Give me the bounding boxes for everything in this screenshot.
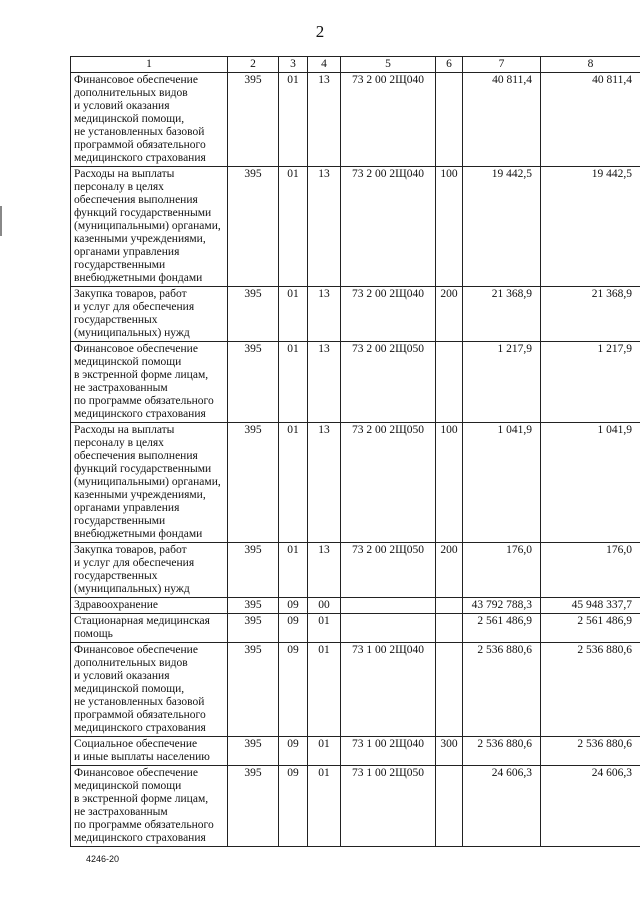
expense-type-cell: 100 bbox=[436, 167, 463, 287]
expense-type-cell: 300 bbox=[436, 737, 463, 766]
amount-year2-cell: 24 606,3 bbox=[541, 766, 640, 847]
table-row bbox=[71, 543, 640, 598]
subsection-code-cell: 01 bbox=[308, 614, 341, 643]
header-cell: 4 bbox=[308, 57, 341, 73]
row-name-cell bbox=[71, 737, 228, 766]
subsection-code-cell: 01 bbox=[308, 766, 341, 847]
row-name-line: органами управления bbox=[74, 246, 180, 258]
subsection-code-cell: 01 bbox=[308, 737, 341, 766]
row-name-line: Стационарная медицинская bbox=[74, 615, 210, 627]
header-cell: 6 bbox=[436, 57, 463, 73]
section-code-cell: 01 bbox=[279, 543, 308, 598]
page-number: 2 bbox=[315, 22, 325, 41]
target-article-cell bbox=[341, 598, 436, 614]
section-code-cell: 01 bbox=[279, 342, 308, 423]
ministry-code-cell: 395 bbox=[228, 423, 279, 543]
section-code-cell: 01 bbox=[279, 167, 308, 287]
target-article-cell: 73 1 00 2Щ040 bbox=[341, 737, 436, 766]
row-name-line: и услуг для обеспечения bbox=[74, 557, 195, 569]
amount-year2-cell: 2 561 486,9 bbox=[541, 614, 640, 643]
table-row bbox=[71, 287, 640, 342]
row-name-cell bbox=[71, 423, 228, 543]
amount-year2-cell: 19 442,5 bbox=[541, 167, 640, 287]
target-article-cell: 73 1 00 2Щ050 bbox=[341, 766, 436, 847]
row-name-line: и иные выплаты населению bbox=[74, 751, 210, 763]
expense-type-cell bbox=[436, 614, 463, 643]
row-name-line: медицинского страхования bbox=[74, 408, 206, 420]
row-name-line: государственными bbox=[74, 515, 166, 527]
document-code: 4246-20 bbox=[86, 854, 120, 864]
table-row bbox=[71, 737, 640, 766]
row-name-line: программой обязательного bbox=[74, 139, 206, 151]
table-row bbox=[71, 643, 640, 737]
section-code-cell: 09 bbox=[279, 614, 308, 643]
amount-year2-cell: 2 536 880,6 bbox=[541, 737, 640, 766]
table-row bbox=[71, 342, 640, 423]
row-name-cell bbox=[71, 614, 228, 643]
row-name-line: Социальное обеспечение bbox=[74, 738, 198, 750]
target-article-cell bbox=[341, 614, 436, 643]
expense-type-cell: 100 bbox=[436, 423, 463, 543]
row-name-line: (муниципальных) нужд bbox=[74, 327, 190, 339]
row-name-line: медицинского страхования bbox=[74, 722, 206, 734]
row-name-cell bbox=[71, 287, 228, 342]
amount-year1-cell: 40 811,4 bbox=[463, 73, 541, 167]
ministry-code-cell: 395 bbox=[228, 73, 279, 167]
row-name-line: внебюджетными фондами bbox=[74, 272, 203, 284]
scan-edge-mark bbox=[0, 206, 2, 236]
row-name-line: функций государственными bbox=[74, 463, 212, 475]
amount-year1-cell: 24 606,3 bbox=[463, 766, 541, 847]
table-row bbox=[71, 167, 640, 287]
expense-type-cell: 200 bbox=[436, 287, 463, 342]
header-cell: 2 bbox=[228, 57, 279, 73]
row-name-line: и услуг для обеспечения bbox=[74, 301, 195, 313]
amount-year2-cell: 176,0 bbox=[541, 543, 640, 598]
subsection-code-cell: 13 bbox=[308, 73, 341, 167]
amount-year2-cell: 2 536 880,6 bbox=[541, 643, 640, 737]
row-name-line: государственных bbox=[74, 570, 158, 582]
row-name-line: медицинского страхования bbox=[74, 152, 206, 164]
subsection-code-cell: 01 bbox=[308, 643, 341, 737]
row-name-line: помощь bbox=[74, 628, 113, 640]
table-row bbox=[71, 73, 640, 167]
target-article-cell: 73 1 00 2Щ040 bbox=[341, 643, 436, 737]
row-name-line: медицинской помощи bbox=[74, 780, 182, 792]
expense-type-cell bbox=[436, 598, 463, 614]
row-name-cell bbox=[71, 342, 228, 423]
ministry-code-cell: 395 bbox=[228, 543, 279, 598]
row-name-line: Финансовое обеспечение bbox=[74, 767, 198, 779]
amount-year1-cell: 2 536 880,6 bbox=[463, 643, 541, 737]
row-name-line: Финансовое обеспечение bbox=[74, 343, 198, 355]
section-code-cell: 09 bbox=[279, 643, 308, 737]
row-name-line: по программе обязательного bbox=[74, 819, 214, 831]
table-row bbox=[71, 423, 640, 543]
header-cell: 3 bbox=[279, 57, 308, 73]
table-row bbox=[71, 614, 640, 643]
row-name-line: Расходы на выплаты bbox=[74, 424, 175, 436]
expense-type-cell bbox=[436, 73, 463, 167]
row-name-line: не застрахованным bbox=[74, 806, 168, 818]
row-name-line: не установленных базовой bbox=[74, 696, 205, 708]
row-name-line: медицинской помощи, bbox=[74, 113, 185, 125]
header-cell: 1 bbox=[71, 57, 228, 73]
row-name-line: Финансовое обеспечение bbox=[74, 74, 198, 86]
section-code-cell: 09 bbox=[279, 598, 308, 614]
row-name-line: и условий оказания bbox=[74, 670, 170, 682]
amount-year1-cell: 1 041,9 bbox=[463, 423, 541, 543]
amount-year1-cell: 1 217,9 bbox=[463, 342, 541, 423]
row-name-line: (муниципальными) органами, bbox=[74, 220, 221, 232]
target-article-cell: 73 2 00 2Щ050 bbox=[341, 543, 436, 598]
section-code-cell: 01 bbox=[279, 423, 308, 543]
row-name-line: дополнительных видов bbox=[74, 657, 188, 669]
row-name-cell bbox=[71, 543, 228, 598]
row-name-line: персоналу в целях bbox=[74, 437, 164, 449]
amount-year1-cell: 2 561 486,9 bbox=[463, 614, 541, 643]
subsection-code-cell: 00 bbox=[308, 598, 341, 614]
amount-year1-cell: 2 536 880,6 bbox=[463, 737, 541, 766]
row-name-cell bbox=[71, 167, 228, 287]
row-name-line: функций государственными bbox=[74, 207, 212, 219]
row-name-line: органами управления bbox=[74, 502, 180, 514]
ministry-code-cell: 395 bbox=[228, 643, 279, 737]
row-name-line: медицинской помощи, bbox=[74, 683, 185, 695]
amount-year1-cell: 19 442,5 bbox=[463, 167, 541, 287]
amount-year2-cell: 45 948 337,7 bbox=[541, 598, 640, 614]
budget-table bbox=[70, 56, 640, 847]
expense-type-cell: 200 bbox=[436, 543, 463, 598]
target-article-cell: 73 2 00 2Щ050 bbox=[341, 423, 436, 543]
ministry-code-cell: 395 bbox=[228, 167, 279, 287]
row-name-line: не установленных базовой bbox=[74, 126, 205, 138]
expense-type-cell bbox=[436, 643, 463, 737]
row-name-line: в экстренной форме лицам, bbox=[74, 369, 209, 381]
row-name-line: (муниципальных) нужд bbox=[74, 583, 190, 595]
row-name-line: Здравоохранение bbox=[74, 599, 159, 611]
row-name-line: программой обязательного bbox=[74, 709, 206, 721]
target-article-cell: 73 2 00 2Щ040 bbox=[341, 73, 436, 167]
table-row bbox=[71, 598, 640, 614]
table-header-row bbox=[71, 57, 640, 73]
ministry-code-cell: 395 bbox=[228, 342, 279, 423]
target-article-cell: 73 2 00 2Щ040 bbox=[341, 287, 436, 342]
header-cell: 7 bbox=[463, 57, 541, 73]
amount-year2-cell: 40 811,4 bbox=[541, 73, 640, 167]
row-name-line: казенными учреждениями, bbox=[74, 233, 206, 245]
row-name-line: не застрахованным bbox=[74, 382, 168, 394]
row-name-line: государственных bbox=[74, 314, 158, 326]
row-name-cell bbox=[71, 73, 228, 167]
section-code-cell: 09 bbox=[279, 737, 308, 766]
row-name-line: в экстренной форме лицам, bbox=[74, 793, 209, 805]
row-name-line: казенными учреждениями, bbox=[74, 489, 206, 501]
section-code-cell: 01 bbox=[279, 287, 308, 342]
ministry-code-cell: 395 bbox=[228, 598, 279, 614]
row-name-line: дополнительных видов bbox=[74, 87, 188, 99]
row-name-cell bbox=[71, 643, 228, 737]
amount-year1-cell: 21 368,9 bbox=[463, 287, 541, 342]
ministry-code-cell: 395 bbox=[228, 287, 279, 342]
amount-year2-cell: 1 041,9 bbox=[541, 423, 640, 543]
row-name-line: Финансовое обеспечение bbox=[74, 644, 198, 656]
section-code-cell: 09 bbox=[279, 766, 308, 847]
header-cell: 8 bbox=[541, 57, 640, 73]
row-name-line: (муниципальными) органами, bbox=[74, 476, 221, 488]
row-name-cell bbox=[71, 766, 228, 847]
subsection-code-cell: 13 bbox=[308, 543, 341, 598]
subsection-code-cell: 13 bbox=[308, 287, 341, 342]
subsection-code-cell: 13 bbox=[308, 342, 341, 423]
target-article-cell: 73 2 00 2Щ050 bbox=[341, 342, 436, 423]
table-row bbox=[71, 766, 640, 847]
row-name-line: Закупка товаров, работ bbox=[74, 288, 187, 300]
row-name-line: и условий оказания bbox=[74, 100, 170, 112]
row-name-line: по программе обязательного bbox=[74, 395, 214, 407]
section-code-cell: 01 bbox=[279, 73, 308, 167]
row-name-line: персоналу в целях bbox=[74, 181, 164, 193]
row-name-line: Закупка товаров, работ bbox=[74, 544, 187, 556]
row-name-line: государственными bbox=[74, 259, 166, 271]
ministry-code-cell: 395 bbox=[228, 766, 279, 847]
ministry-code-cell: 395 bbox=[228, 737, 279, 766]
target-article-cell: 73 2 00 2Щ040 bbox=[341, 167, 436, 287]
row-name-line: обеспечения выполнения bbox=[74, 194, 198, 206]
amount-year2-cell: 21 368,9 bbox=[541, 287, 640, 342]
row-name-cell bbox=[71, 598, 228, 614]
row-name-line: внебюджетными фондами bbox=[74, 528, 203, 540]
row-name-line: медицинского страхования bbox=[74, 832, 206, 844]
row-name-line: обеспечения выполнения bbox=[74, 450, 198, 462]
row-name-line: медицинской помощи bbox=[74, 356, 182, 368]
ministry-code-cell: 395 bbox=[228, 614, 279, 643]
amount-year1-cell: 176,0 bbox=[463, 543, 541, 598]
amount-year2-cell: 1 217,9 bbox=[541, 342, 640, 423]
amount-year1-cell: 43 792 788,3 bbox=[463, 598, 541, 614]
subsection-code-cell: 13 bbox=[308, 167, 341, 287]
expense-type-cell bbox=[436, 766, 463, 847]
header-cell: 5 bbox=[341, 57, 436, 73]
expense-type-cell bbox=[436, 342, 463, 423]
subsection-code-cell: 13 bbox=[308, 423, 341, 543]
row-name-line: Расходы на выплаты bbox=[74, 168, 175, 180]
